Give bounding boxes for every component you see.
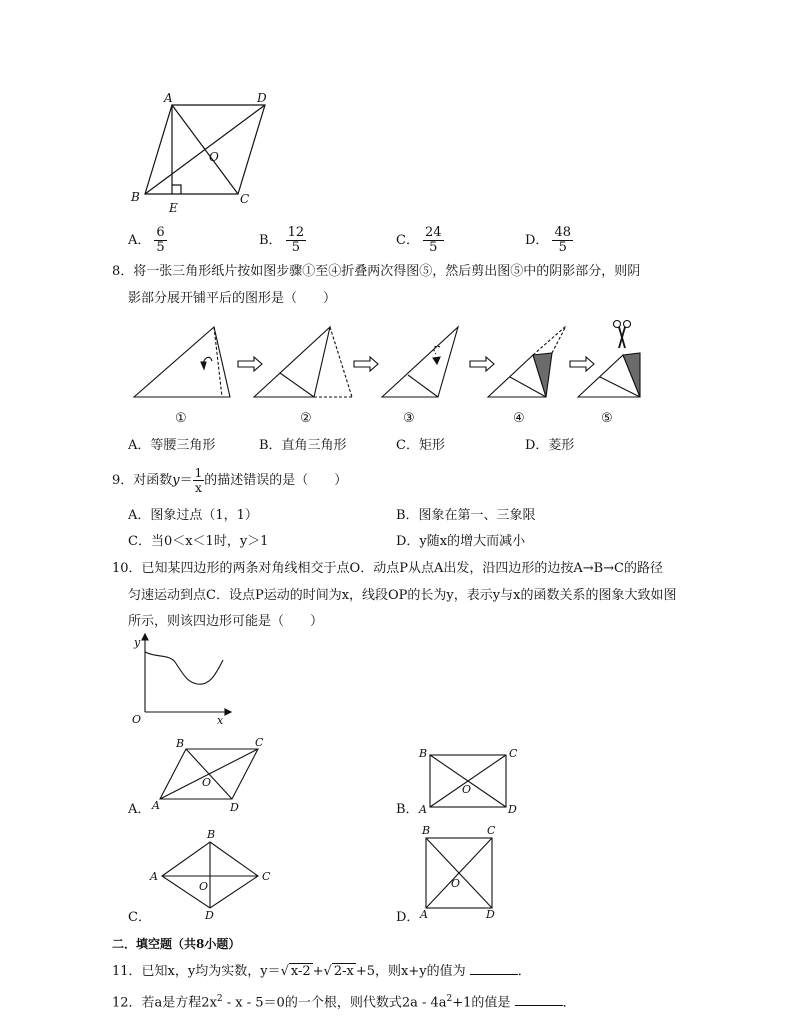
- q10-graph-origin-label: O: [132, 713, 142, 726]
- q11-sqrt-1: √ x-2: [280, 964, 311, 979]
- q7-option-a-den: 5: [156, 240, 165, 255]
- q12-answer-blank[interactable]: [515, 993, 563, 1006]
- q10-b-label-a: A: [419, 803, 427, 815]
- q10-option-a-figure: [148, 733, 273, 813]
- q10-b-label-c: C: [509, 747, 518, 760]
- q12-prefix: 12．若a是方程2x: [112, 995, 217, 1011]
- q7-parallelogram-figure: [120, 88, 290, 218]
- q10-graph-y-label: y: [134, 636, 141, 649]
- q8-text-line2: 影部分展开铺平后的图形是（ ）: [128, 291, 337, 306]
- q7-option-b-fraction: [286, 226, 307, 255]
- q7-option-d-num: 48: [554, 225, 571, 240]
- q11-answer-blank[interactable]: [470, 962, 518, 975]
- q7-option-c-den: 5: [429, 240, 438, 255]
- q7-option-c-num: 24: [424, 225, 442, 240]
- q10-text-line3: 所示，则该四边形可能是（ ）: [128, 614, 324, 629]
- q10-option-b[interactable]: B．: [396, 802, 419, 817]
- q7-option-a-fraction: [154, 226, 166, 255]
- q7-label-o: O: [209, 150, 219, 164]
- q11-radicand-2: 2-x: [333, 964, 354, 979]
- q7-label-e: E: [169, 201, 178, 215]
- q10-graph-x-label: x: [217, 714, 224, 727]
- q11-end: ．: [517, 964, 531, 979]
- q10-b-label-b: B: [419, 747, 428, 760]
- q10-d-label-b: B: [422, 824, 431, 837]
- q10-a-label-c: C: [255, 736, 264, 749]
- q10-option-a[interactable]: A．: [128, 802, 151, 817]
- q7-option-c[interactable]: [396, 226, 444, 255]
- q10-text-line2: 匀速运动到点C．设点P运动的时间为x，线段OP的长为y，表示y与x的函数关系的图象大致如图: [128, 588, 677, 603]
- q8-option-d[interactable]: D．菱形: [525, 438, 575, 453]
- q9-option-b[interactable]: B．图象在第一、三象限: [396, 508, 536, 523]
- q10-c-label-b: B: [207, 828, 216, 841]
- q11-prefix: 11．已知x，y均为实数，y＝: [112, 964, 281, 979]
- q10-d-label-c: C: [487, 824, 496, 837]
- q10-option-b-figure: [416, 743, 526, 815]
- q8-text-line1: 8．将一张三角形纸片按如图步骤①至④折叠两次得图⑤，然后剪出图⑤中的阴影部分，则阴: [112, 264, 641, 279]
- q9-question: [112, 466, 347, 495]
- q9-option-a[interactable]: A．图象过点（1，1）: [128, 508, 258, 523]
- q10-a-label-d: D: [230, 801, 239, 813]
- q10-option-d[interactable]: D．: [396, 910, 420, 925]
- q9-option-c[interactable]: C．当0＜x＜1时，y＞1: [128, 534, 269, 549]
- q10-a-label-b: B: [176, 737, 185, 750]
- q7-option-a-num: 6: [156, 225, 165, 240]
- q7-option-d-letter: D．: [525, 233, 549, 248]
- q11-question: [112, 962, 531, 981]
- q8-step-1-label: ①: [175, 411, 187, 426]
- q7-option-b-letter: B．: [259, 233, 282, 248]
- q8-option-b[interactable]: B．直角三角形: [259, 438, 347, 453]
- q10-c-label-o: O: [199, 880, 209, 893]
- q7-label-d: D: [257, 91, 267, 105]
- q10-a-label-a: A: [152, 799, 160, 812]
- q8-option-c[interactable]: C．矩形: [396, 438, 445, 453]
- q7-label-a: A: [164, 91, 173, 105]
- q10-d-label-d: D: [486, 908, 495, 921]
- q7-option-a-letter: A．: [128, 233, 151, 248]
- q7-option-c-fraction: [423, 226, 444, 255]
- q7-option-b-den: 5: [291, 240, 300, 255]
- q10-text-line1: 10．已知某四边形的两条对角线相交于点O．动点P从点A出发，沿四边形的边按A→B→C的路径: [112, 561, 664, 576]
- q9-eq: ＝: [179, 473, 193, 488]
- q8-step-2-label: ②: [300, 411, 312, 426]
- q7-option-d-den: 5: [558, 240, 567, 255]
- section-2-title: 二．填空题（共8小题）: [112, 937, 241, 951]
- q11-tail: +5，则x+y的值为: [355, 964, 466, 979]
- q7-label-b: B: [131, 190, 140, 204]
- q8-option-a[interactable]: A．等腰三角形: [128, 438, 216, 453]
- q12-question: [112, 990, 576, 1012]
- q8-step-4-label: ④: [513, 411, 525, 426]
- q7-option-c-letter: C．: [396, 233, 419, 248]
- q7-option-b-num: 12: [287, 225, 305, 240]
- q10-b-label-d: D: [508, 803, 517, 815]
- q8-step-3-label: ③: [403, 411, 415, 426]
- q10-d-label-o: O: [451, 877, 461, 890]
- q9-num: 1: [194, 466, 203, 480]
- q9-y: y: [172, 473, 180, 488]
- q10-c-label-a: A: [150, 870, 158, 883]
- q12-end: ．: [562, 995, 576, 1011]
- q10-c-label-d: D: [205, 909, 214, 922]
- q8-step-5-label: ⑤: [601, 411, 613, 426]
- q10-c-label-c: C: [262, 870, 271, 883]
- q9-suffix: 的描述错误的是（ ）: [204, 473, 348, 488]
- q9-option-d[interactable]: D．y随x的增大而减小: [396, 534, 526, 549]
- q12-tail: +1的值是: [452, 995, 511, 1011]
- q7-option-b[interactable]: [259, 226, 306, 255]
- q12-sup: 2: [216, 994, 223, 1004]
- q10-option-c[interactable]: C．: [128, 910, 151, 925]
- q11-radicand-1: x-2: [290, 964, 311, 979]
- q10-b-label-o: O: [462, 783, 472, 796]
- q7-option-d[interactable]: [525, 226, 573, 255]
- q9-fraction: [193, 466, 205, 495]
- q12-mid: - x - 5＝0的一个根，则代数式2a - 4a: [222, 995, 447, 1011]
- q10-function-graph: [125, 632, 235, 727]
- q10-d-label-a: A: [420, 908, 428, 921]
- q11-plus: +: [312, 964, 324, 979]
- q7-option-d-fraction: [552, 226, 573, 255]
- q10-a-label-o: O: [202, 776, 212, 789]
- q10-option-d-figure: [414, 822, 506, 922]
- q9-den: x: [195, 481, 202, 495]
- q12-sup2: 2: [446, 994, 453, 1004]
- q8-folding-steps-figure: [120, 318, 680, 430]
- q10-option-c-figure: [146, 826, 276, 922]
- q9-prefix: 9．对函数: [112, 473, 173, 488]
- q7-option-a[interactable]: [128, 226, 167, 255]
- q11-sqrt-2: √ 2-x: [323, 964, 354, 979]
- q7-label-c: C: [240, 192, 250, 206]
